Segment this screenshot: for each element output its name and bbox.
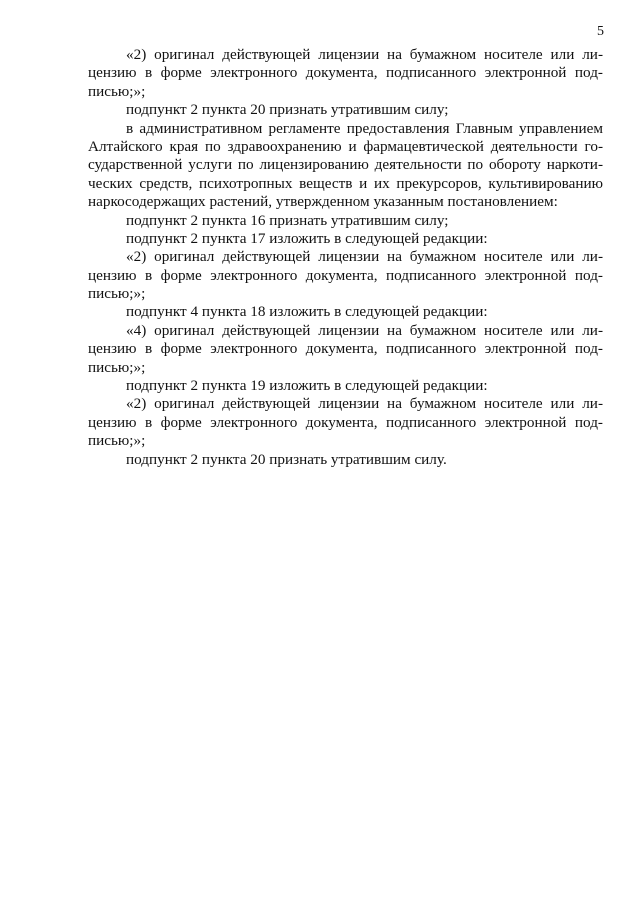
text-line: цензию в форме электронного документа, подписанного электронной под- [88, 266, 603, 284]
document-body [88, 46, 603, 469]
text-line: цензию в форме электронного документа, подписанного электронной под- [88, 340, 603, 358]
text-line: сударственной услуги по лицензированию деятельности по обороту наркоти- [88, 156, 603, 174]
text-line: подпункт 2 пункта 20 признать утратившим силу; [126, 101, 449, 119]
text-line: подпункт 2 пункта 20 признать утратившим силу. [126, 450, 447, 468]
text-line: писью;»; [88, 285, 146, 303]
text-line: подпункт 2 пункта 19 изложить в следующей редакции: [126, 377, 488, 395]
text-line: писью;»; [88, 358, 146, 376]
text-line: подпункт 2 пункта 16 признать утратившим силу; [126, 211, 449, 229]
page-number: 5 [597, 24, 604, 39]
text-line: писью;»; [88, 432, 146, 450]
text-line: ческих средств, психотропных веществ и их прекурсоров, культивированию [88, 174, 603, 192]
text-line: «4) оригинал действующей лицензии на бумажном носителе или ли- [126, 321, 603, 339]
text-line: подпункт 2 пункта 17 изложить в следующей редакции: [126, 229, 488, 247]
text-line: цензию в форме электронного документа, подписанного электронной под- [88, 64, 603, 82]
text-line: «2) оригинал действующей лицензии на бумажном носителе или ли- [126, 46, 603, 63]
text-line: «2) оригинал действующей лицензии на бумажном носителе или ли- [126, 248, 603, 266]
text-line: наркосодержащих растений, утвержденном указанным постановлением: [88, 193, 558, 211]
text-line: писью;»; [88, 82, 146, 100]
text-line: в административном регламенте предоставления Главным управлением [126, 119, 603, 137]
text-line: Алтайского края по здравоохранению и фармацевтической деятельности го- [88, 137, 603, 155]
text-line: подпункт 4 пункта 18 изложить в следующей редакции: [126, 303, 488, 321]
text-line: цензию в форме электронного документа, подписанного электронной под- [88, 413, 603, 431]
text-line: «2) оригинал действующей лицензии на бумажном носителе или ли- [126, 395, 603, 413]
